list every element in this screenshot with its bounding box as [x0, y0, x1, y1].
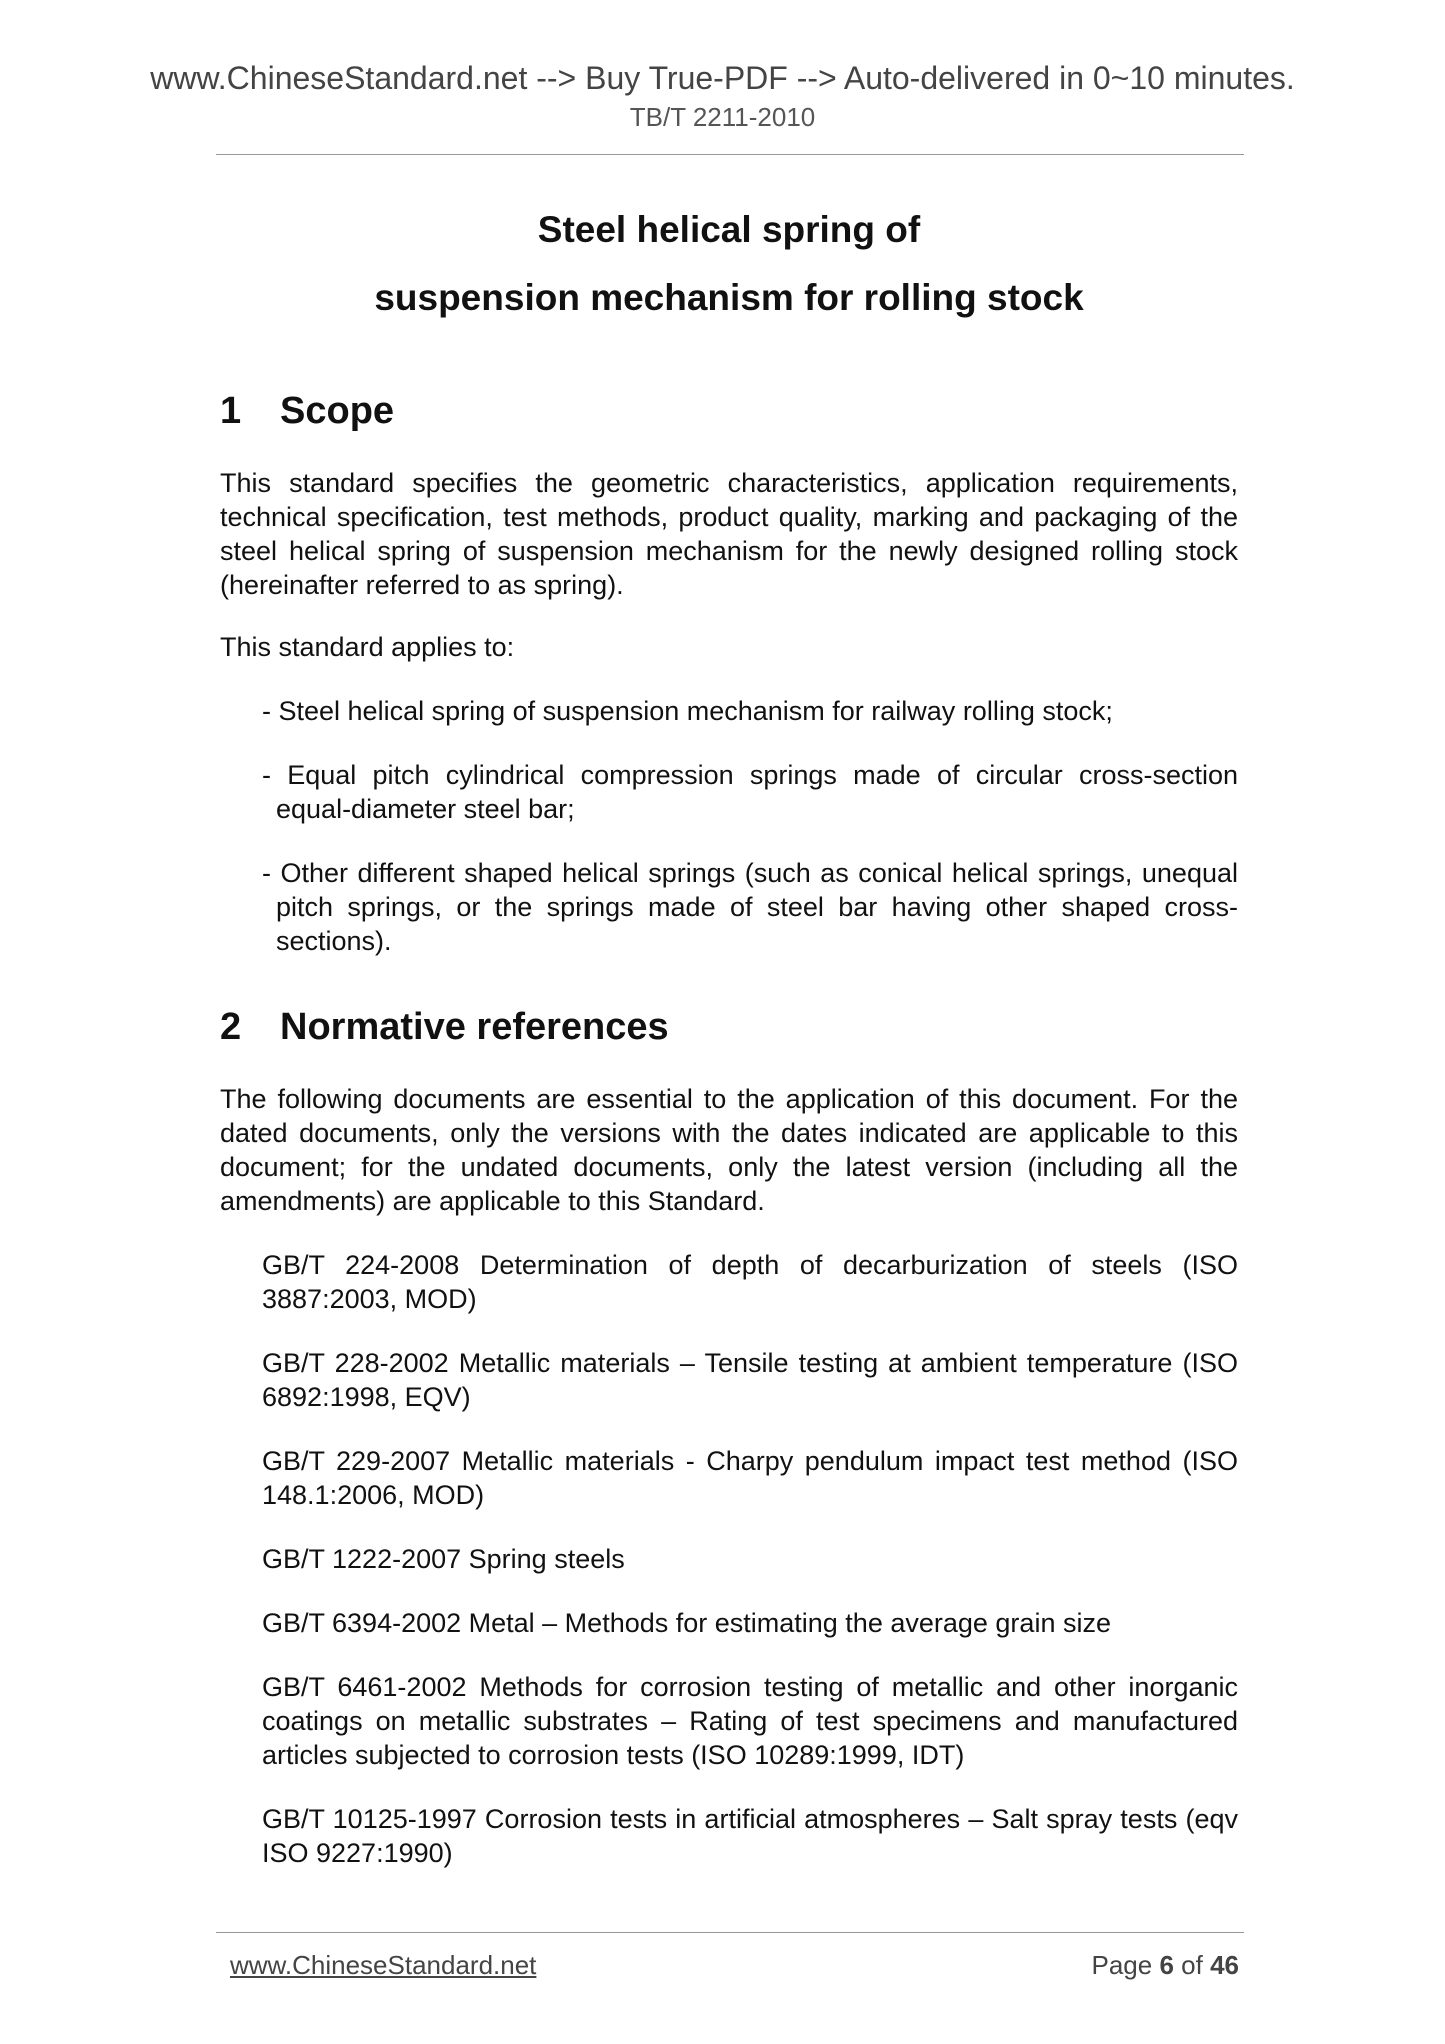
title-line-2: suspension mechanism for rolling stock	[374, 277, 1084, 318]
document-body	[220, 196, 1238, 1870]
reference-item: GB/T 229-2007 Metallic materials - Charpy pendulum impact test method (ISO 148.1:2006, MOD)	[262, 1446, 1238, 1510]
reference-item: GB/T 1222-2007 Spring steels	[262, 1544, 625, 1574]
page-indicator	[1091, 1950, 1239, 1981]
document-title	[220, 196, 1238, 332]
section-2-title: Normative references	[280, 1006, 669, 1048]
reference-item: GB/T 6394-2002 Metal – Methods for estimating the average grain size	[262, 1608, 1111, 1638]
list-item: - Steel helical spring of suspension mechanism for railway rolling stock;	[262, 696, 1113, 726]
section-2-number: 2	[220, 1006, 242, 1048]
applies-list	[220, 694, 1238, 958]
document-code: TB/T 2211-2010	[629, 102, 816, 132]
header-banner: www.ChineseStandard.net --> Buy True-PDF --> Auto-delivered in 0~10 minutes.	[150, 60, 1295, 96]
references-list	[220, 1248, 1238, 1870]
references-intro: The following documents are essential to the application of this document. For the dated documents, only the versions with the dates indicated are applicable to this document; for the undated documents, only the latest version (including all the amendments) are applicable to this Standard.	[220, 1084, 1238, 1216]
title-line-1: Steel helical spring of	[537, 209, 921, 250]
page-prefix: Page	[1091, 1950, 1153, 1980]
page-header	[0, 58, 1445, 134]
reference-item: GB/T 6461-2002 Methods for corrosion testing of metallic and other inorganic coatings on metallic substrates – Rating of test specimens and manufactured articles subjected to corrosion tests (ISO 10289:1999, IDT)	[262, 1672, 1238, 1770]
list-item: - Other different shaped helical springs (such as conical helical springs, unequal pitch springs, or the springs made of steel bar having other shaped cross-sections).	[262, 858, 1238, 956]
section-1-number: 1	[220, 390, 242, 432]
reference-item: GB/T 228-2002 Metallic materials – Tensile testing at ambient temperature (ISO 6892:1998, EQV)	[262, 1348, 1238, 1412]
reference-item: GB/T 224-2008 Determination of depth of decarburization of steels (ISO 3887:2003, MOD)	[262, 1250, 1238, 1314]
scope-paragraph: This standard specifies the geometric characteristics, application requirements, technical specification, test methods, product quality, marking and packaging of the steel helical spring of suspension mechanism for the newly designed rolling stock (hereinafter referred to as spring).	[220, 468, 1238, 600]
footer-divider	[216, 1932, 1244, 1933]
list-item: - Equal pitch cylindrical compression springs made of circular cross-section equal-diameter steel bar;	[262, 760, 1238, 824]
section-2-heading	[220, 1002, 1238, 1052]
header-divider	[216, 154, 1244, 155]
applies-intro: This standard applies to:	[220, 632, 515, 662]
section-1-title: Scope	[280, 390, 395, 432]
reference-item: GB/T 10125-1997 Corrosion tests in artificial atmospheres – Salt spray tests (eqv ISO 9227:1990)	[262, 1804, 1238, 1868]
page-of: of	[1181, 1950, 1203, 1980]
page-total: 46	[1210, 1950, 1239, 1980]
footer-website-link[interactable]: www.ChineseStandard.net	[230, 1950, 537, 1980]
page-current: 6	[1159, 1950, 1174, 1980]
section-1-heading	[220, 386, 1238, 436]
